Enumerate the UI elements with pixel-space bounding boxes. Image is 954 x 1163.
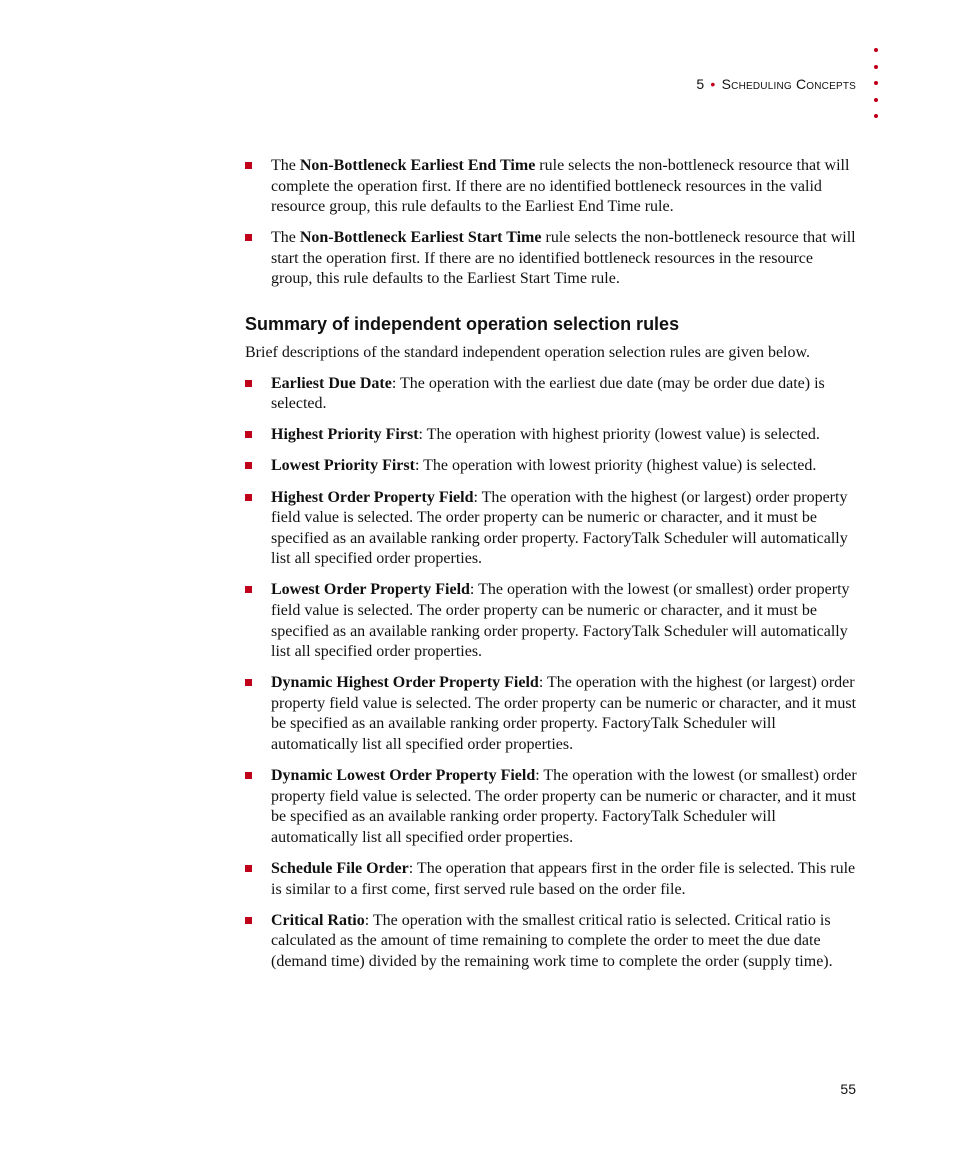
page-number: 55	[840, 1081, 856, 1097]
section-heading: Summary of independent operation selection rules	[245, 314, 680, 335]
item-text: rule selects the non-bottleneck resource that will start the operation first. If there are no identified bottleneck resources in the resource group, this rule defaults to the Earliest Start Time rule.	[271, 229, 856, 288]
list-item	[245, 156, 857, 218]
list-item	[245, 673, 857, 755]
square-bullet-icon	[245, 162, 252, 169]
dot	[874, 65, 878, 69]
item-term: Lowest Order Property Field	[271, 581, 470, 599]
list-item	[245, 911, 857, 973]
list-item	[245, 766, 857, 848]
list-item	[245, 456, 857, 477]
page-body	[245, 156, 857, 983]
header-separator: •	[710, 76, 716, 92]
item-text: : The operation with the earliest due date (may be order due date) is selected.	[271, 374, 825, 413]
dot	[874, 114, 878, 118]
item-text: : The operation with the highest (or largest) order property field value is selected. The order property can be numeric or character, and it must be specified as an available ranking order property. FactoryTalk Scheduler will automatically list all specified order properties.	[271, 488, 848, 568]
item-text: : The operation with the lowest (or smallest) order property field value is selected. The order property can be numeric or character, and it must be specified as an available ranking order property. FactoryTalk Scheduler will automatically list all specified order properties.	[271, 581, 850, 661]
item-text: : The operation with highest priority (lowest value) is selected.	[418, 426, 820, 444]
item-term: Earliest Due Date	[271, 374, 392, 392]
chapter-title: Scheduling Concepts	[721, 76, 856, 92]
item-text: : The operation with the smallest critical ratio is selected. Critical ratio is calculated as the amount of time remaining to complete the order to meet the due date (demand time) divided by the remaining work time to complete the order (supply time).	[271, 911, 833, 970]
square-bullet-icon	[245, 679, 252, 686]
item-term: Dynamic Highest Order Property Field	[271, 674, 539, 692]
square-bullet-icon	[245, 772, 252, 779]
square-bullet-icon	[245, 462, 252, 469]
chapter-number: 5	[696, 76, 705, 92]
item-term: Schedule File Order	[271, 860, 409, 878]
running-header	[696, 76, 856, 92]
list-item	[245, 580, 857, 662]
vertical-dots-icon	[873, 48, 881, 131]
item-prefix: The	[271, 229, 300, 247]
item-text: : The operation with the highest (or largest) order property field value is selected. The order property can be numeric or character, and it must be specified as an available ranking order property. FactoryTalk Scheduler will automatically list all specified order properties.	[271, 674, 857, 754]
dot	[874, 81, 878, 85]
square-bullet-icon	[245, 380, 252, 387]
section-intro: Brief descriptions of the standard independent operation selection rules are given below.	[245, 344, 810, 362]
square-bullet-icon	[245, 431, 252, 438]
item-term: Highest Order Property Field	[271, 488, 474, 506]
square-bullet-icon	[245, 234, 252, 241]
item-prefix: The	[271, 157, 300, 174]
item-text: : The operation that appears first in the order file is selected. This rule is similar to a first come, first served rule based on the order file.	[271, 860, 856, 898]
square-bullet-icon	[245, 865, 252, 872]
item-text: : The operation with the lowest (or smallest) order property field value is selected. The order property can be numeric or character, and it must be specified as an available ranking order property. FactoryTalk Scheduler will automatically list all specified order properties.	[271, 767, 857, 846]
square-bullet-icon	[245, 917, 252, 924]
item-term: Dynamic Lowest Order Property Field	[271, 767, 536, 785]
list-item	[245, 488, 857, 570]
list-item	[245, 374, 857, 415]
dot	[874, 48, 878, 52]
item-term: Critical Ratio	[271, 911, 365, 929]
list-item	[245, 425, 857, 446]
item-text: : The operation with lowest priority (highest value) is selected.	[414, 457, 817, 475]
list-item	[245, 859, 857, 900]
item-term: Lowest Priority First	[271, 457, 415, 475]
item-term: Non-Bottleneck Earliest Start Time	[299, 229, 542, 247]
item-term: Non-Bottleneck Earliest End Time	[299, 157, 536, 174]
item-text: rule selects the non-bottleneck resource that will complete the operation first. If there are no identified bottleneck resources in the valid resource group, this rule defaults to the Earliest End Time rule.	[271, 157, 850, 216]
dot	[874, 98, 878, 102]
item-term: Highest Priority First	[271, 426, 419, 444]
square-bullet-icon	[245, 586, 252, 593]
intro-bullet-list	[245, 156, 857, 290]
list-item	[245, 228, 857, 290]
square-bullet-icon	[245, 494, 252, 501]
rules-bullet-list	[245, 374, 857, 973]
